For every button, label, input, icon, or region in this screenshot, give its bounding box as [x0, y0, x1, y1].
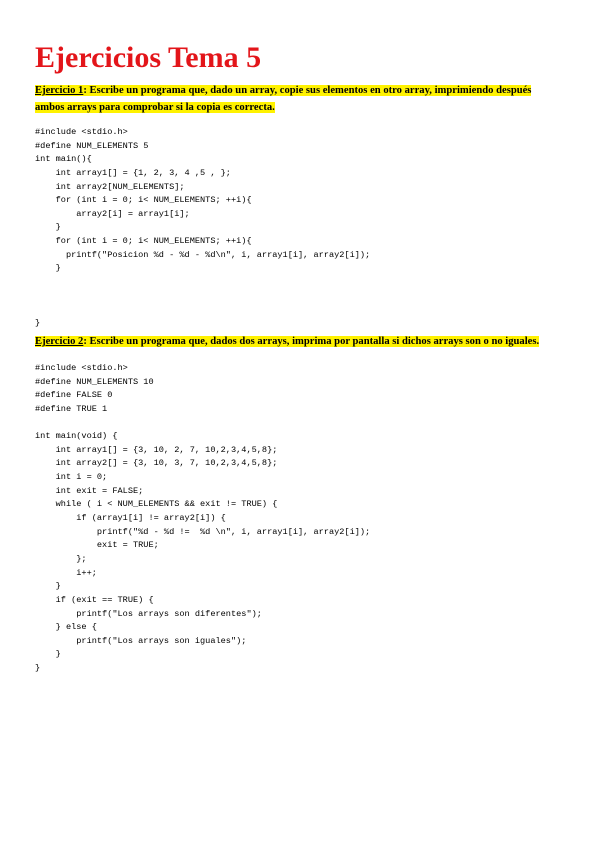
- exercise-2-code-line: int array2[] = {3, 10, 3, 7, 10,2,3,4,5,8};: [35, 458, 278, 469]
- exercise-1-code-line: }: [35, 222, 61, 233]
- exercise-1-code-line: }: [35, 263, 61, 274]
- exercise-1-code-line: array2[i] = array1[i];: [35, 208, 190, 219]
- exercise-2-label: Ejercicio 2: [35, 336, 84, 347]
- exercise-2-code-line: int i = 0;: [35, 472, 108, 483]
- exercise-2-code-line: [35, 417, 370, 431]
- exercise-2-code-line: }: [35, 649, 61, 660]
- exercise-2-code-line: int exit = FALSE;: [35, 485, 144, 496]
- exercise-1-code-line: for (int i = 0; i< NUM_ELEMENTS; ++i){: [35, 236, 252, 247]
- exercise-2-code-line: if (array1[i] != array2[i]) {: [35, 513, 226, 524]
- exercise-2-code-line: #include <stdio.h>: [35, 363, 128, 373]
- exercise-1-code-block: [35, 126, 370, 331]
- exercise-2-code-line: printf("Los arrays son diferentes");: [35, 608, 262, 619]
- exercise-1-statement: [35, 83, 565, 116]
- exercise-1-code-line: printf("Posicion %d - %d - %d\n", i, array1[i], array2[i]);: [35, 249, 371, 260]
- exercise-1-code-line: [35, 303, 370, 317]
- exercise-1-code-line: #define NUM_ELEMENTS 5: [35, 140, 149, 151]
- exercise-1-code-line: for (int i = 0; i< NUM_ELEMENTS; ++i){: [35, 195, 252, 206]
- exercise-2-code-line: };: [35, 553, 87, 564]
- exercise-1-text-line-1: : Escribe un programa que, dado un array, copie sus elementos en otro array, imprimiendo después: [83, 85, 532, 96]
- exercise-2-code-block: [35, 362, 370, 676]
- document-title: Ejercicios Tema 5: [35, 41, 262, 74]
- exercise-2-code-line: printf("Los arrays son iguales");: [35, 635, 247, 646]
- exercise-2-code-line: printf("%d - %d != %d \n", i, array1[i], array2[i]);: [35, 526, 371, 537]
- exercise-1-code-line: [35, 276, 370, 290]
- exercise-2-code-line: }: [35, 581, 61, 592]
- exercise-2-code-line: if (exit == TRUE) {: [35, 594, 154, 605]
- exercise-2-code-line: int array1[] = {3, 10, 2, 7, 10,2,3,4,5,8};: [35, 444, 278, 455]
- exercise-2-statement: [35, 334, 565, 351]
- exercise-2-code-line: } else {: [35, 622, 97, 633]
- exercise-1-code-line: }: [35, 317, 41, 328]
- exercise-2-code-line: #define FALSE 0: [35, 390, 113, 401]
- exercise-1-code-line: int array1[] = {1, 2, 3, 4 ,5 , };: [35, 167, 231, 178]
- exercise-2-code-line: #define NUM_ELEMENTS 10: [35, 376, 154, 387]
- exercise-1-code-line: [35, 290, 370, 304]
- exercise-2-code-line: int main(void) {: [35, 431, 118, 442]
- exercise-2-code-line: while ( i < NUM_ELEMENTS && exit != TRUE) {: [35, 499, 278, 510]
- exercise-2-code-line: #define TRUE 1: [35, 403, 108, 414]
- exercise-2-code-line: }: [35, 663, 41, 674]
- exercise-1-code-line: #include <stdio.h>: [35, 127, 128, 137]
- exercise-2-code-line: i++;: [35, 567, 97, 578]
- exercise-1-code-line: int array2[NUM_ELEMENTS];: [35, 181, 185, 192]
- exercise-2-code-line: exit = TRUE;: [35, 540, 159, 551]
- exercise-2-text-line-1: : Escribe un programa que, dados dos arrays, imprima por pantalla si dichos arrays son o no iguales.: [83, 336, 540, 347]
- exercise-1-code-line: int main(){: [35, 154, 92, 165]
- exercise-1-text-line-2: ambos arrays para comprobar si la copia es correcta.: [35, 101, 275, 113]
- exercise-1-label: Ejercicio 1: [35, 85, 84, 96]
